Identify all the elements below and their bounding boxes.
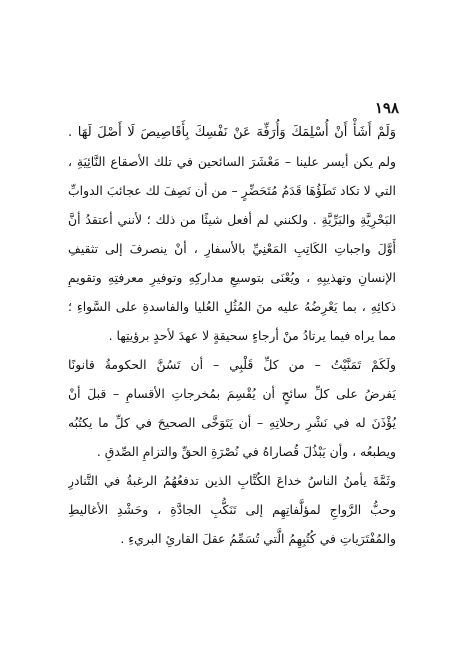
text-line: أَوَّلَ واجباتِ الكَاتِبِ المَعْنِيِّ بالأسفارِ ، أنْ ينصرفَ إلى تثقيفِ (68, 241, 396, 256)
text-line: وَلَمْ أَشَأْ أَنْ أُسْلِمَكَ وَأُرَفِّهَ عَنْ نَفْسِكَ بِأَقَاصِيصَ لَا أَصْلَ لَهَا . (68, 125, 396, 140)
text-line: ويطبعُه ، وأن يَبْذُلَ قُصاراهُ في نُصْرَةِ الحقِّ والتزامِ الصِّدقِ . (96, 444, 396, 459)
text-line: البَحْرِيَّةِ والبَرِّيَّةِ . ولكنني لم أفعل شيئًا من ذلك ؛ لأنني أعتقدُ أنَّ (68, 212, 396, 227)
text-line: وحبُّ الرَّواجِ لمؤلَّفاتِهِم إلى تَنَكُّبِ الجادَّةِ ، وحَشْدِ الأغاليطِ (68, 502, 396, 517)
text-line: ولَكَمْ تَمَنَّيْتُ – من كلِّ قَلْبِي – أن تَسُنَّ الحكومةُ قانونًا (68, 357, 396, 372)
text-line: يُؤْذَنَ له في نَشْرِ رحلاتِهِ – أن يَتَوَخَّى الصحيحَ في كلِّ ما يكتُبُه (68, 415, 396, 430)
text-line: ولم يكن أيسر علينا – مَعْشَرَ السائحين في تلك الأصقاع النَّائِيَةِ ، (68, 154, 396, 169)
text-line: مما يراه فيما يرتادُ منْ أرجاءٍ سحيقةٍ لا عهدَ لأحدٍ برؤيتِها . (108, 328, 396, 343)
text-line: وثَمَّةَ يأمنُ الناسُ خداعَ الكُتَّابِ الذين تدفعُهُمُ الرغبةُ في التَّنادرِ (68, 473, 396, 488)
body-text (68, 118, 396, 553)
page-number: ١٩٨ (374, 99, 399, 117)
text-line: والمُفْتَرَياتِ في كُتُبِهِمُ الَّتي تُسَمِّمُ عقلَ القارئِ البريءِ . (120, 531, 396, 546)
text-line: التي لا تكاد تَطَؤُهَا قَدَمُ مُتَحَضِّرٍ – من أن نَصِفَ لك عجائبَ الدوابِّ (68, 183, 396, 198)
text-line: يَفرضُ على كلِّ سائحٍ أن يُقْسِمَ بمُخرجاتِ الأقسامِ – قبلَ أنْ (68, 386, 396, 401)
text-line: ذكائِهِ ، بما يَعْرِضُهُ عليه منَ المُثُلِ العُليا والفاسدةِ على السَّواءِ ؛ (68, 299, 396, 314)
text-line: الإنسانِ وتهذيبِهِ ، ويُعْنَى بتوسيعِ مداركِهِ وتوفيرِ معرفتِهِ وتقويمِ (68, 270, 396, 285)
